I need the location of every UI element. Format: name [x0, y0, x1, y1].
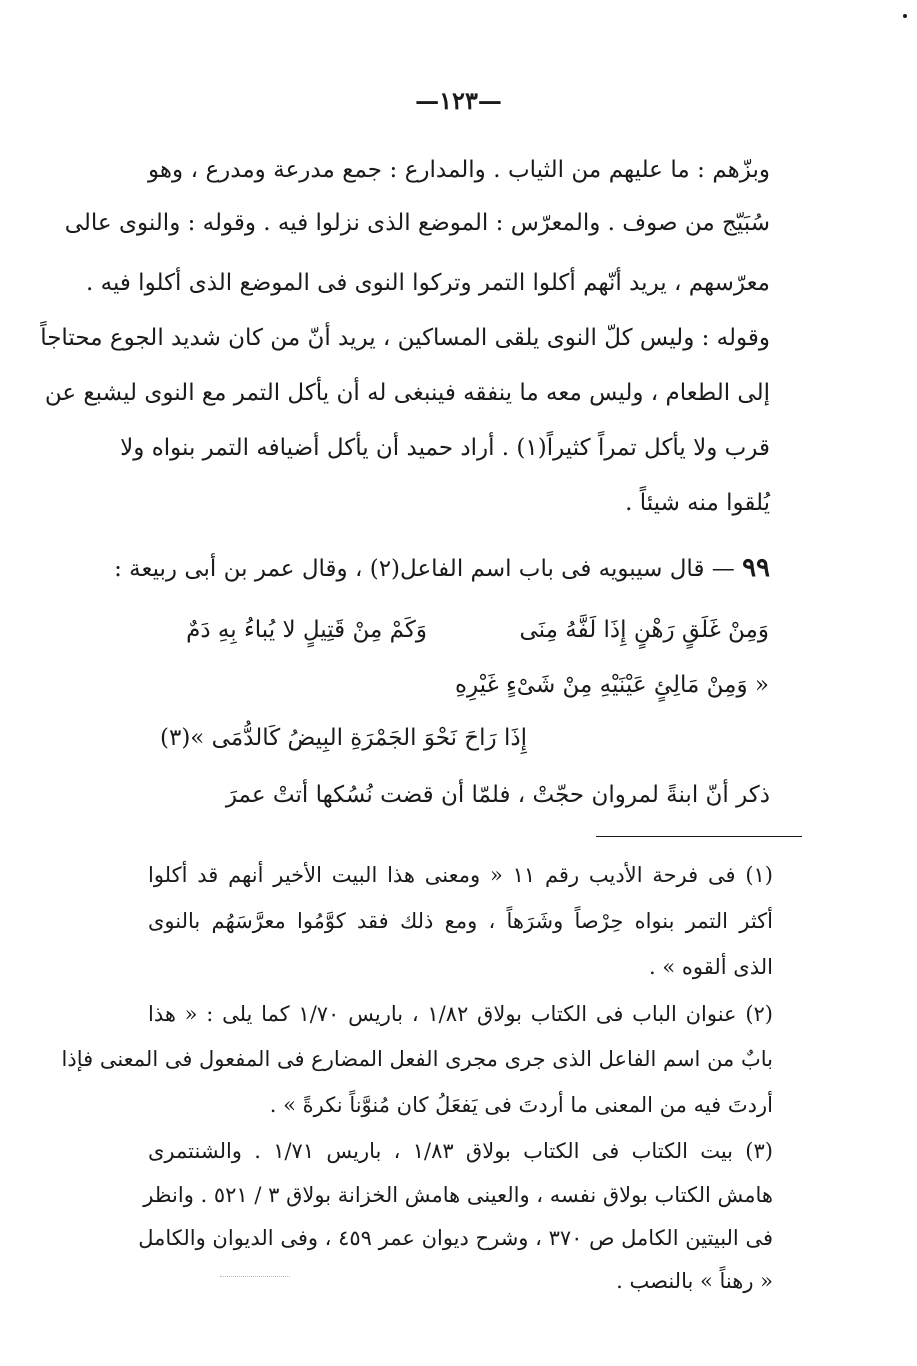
text-line: يُلقوا منه شيئاً . [625, 490, 770, 516]
verse-hemistich: وَمِنْ غَلَقٍ رَهْنٍ إِذَا لَفَّهُ مِنَى [519, 617, 769, 643]
footnote-line: الذى ألقوه » . [649, 955, 773, 979]
text-line: وقوله : وليس كلّ النوى يلقى المساكين ، يريد أنّ من كان شديد الجوع محتاجاً [40, 325, 770, 351]
entry-number: ٩٩ [742, 553, 770, 583]
footnote-line: فى البيتين الكامل ص ٣٧٠ ، وشرح ديوان عمر ٤٥٩ ، وفى الديوان والكامل [138, 1226, 773, 1250]
entry-heading [114, 548, 770, 588]
text-line: وبزّهم : ما عليهم من الثياب . والمدارع : جمع مدرعة ومدرع ، وهو [148, 157, 770, 183]
footnote-line: أردتَ فيه من المعنى ما أردتَ فى يَفعَلُ كان مُنوَّناً نكرةً » . [269, 1093, 773, 1117]
scan-smudge [220, 1276, 290, 1283]
scan-mark [903, 14, 907, 18]
entry-dash: — [711, 556, 735, 582]
text-line: إلى الطعام ، وليس معه ما ينفقه فينبغى له أن يأكل التمر مع النوى ليشبع عن [44, 380, 770, 406]
verse-hemistich: « وَمِنْ مَالِئٍ عَيْنَيْهِ مِنْ شَىْءٍ غَيْرِهِ [454, 672, 769, 698]
footnote-line: (١) فى فرحة الأديب رقم ١١ « ومعنى هذا البيت الأخير أنهم قد أكلوا [148, 863, 773, 887]
verse-hemistich: وَكَمْ مِنْ قَتِيلٍ لا يُباءُ بِهِ دَمٌ [186, 617, 427, 643]
text-line: معرّسهم ، يريد أنّهم أكلوا التمر وتركوا النوى فى الموضع الذى أكلوا فيه . [85, 270, 770, 296]
footnote-line: بابٌ من اسم الفاعل الذى جرى مجرى الفعل المضارع فى المفعول فى المعنى فإذا [61, 1047, 773, 1071]
footnote-line: « رهناً » بالنصب . [616, 1269, 773, 1293]
entry-text: قال سيبويه فى باب اسم الفاعل(٢) ، وقال عمر بن أبى ربيعة : [114, 556, 705, 582]
footnote-line: أكثر التمر بنواه حِرْصاً وشَرَهاً ، ومع ذلك فقد كوَّمُوا معرَّسَهُم بالنوى [148, 909, 773, 933]
page-number: —١٢٣— [415, 86, 502, 115]
text-line: ذكر أنّ ابنةً لمروان حجّتْ ، فلمّا أن قضت نُسُكها أتتْ عمرَ [225, 782, 770, 808]
text-line: قرب ولا يأكل تمراً كثيراً(١) . أراد حميد أن يأكل أضيافه التمر بنواه ولا [120, 435, 770, 461]
footnote-line: (٢) عنوان الباب فى الكتاب بولاق ١/٨٢ ، باريس ١/٧٠ كما يلى : « هذا [148, 1002, 773, 1026]
footnote-divider [596, 836, 802, 837]
text-line: سُبَيّج من صوف . والمعرّس : الموضع الذى نزلوا فيه . وقوله : والنوى عالى [64, 210, 770, 236]
verse-hemistich: إِذَا رَاحَ نَحْوَ الجَمْرَةِ البِيضُ كَالدُّمَى »(٣) [159, 725, 527, 751]
footnote-line: (٣) بيت الكتاب فى الكتاب بولاق ١/٨٣ ، باريس ١/٧١ . والشنتمرى [148, 1139, 773, 1163]
footnote-line: هامش الكتاب بولاق نفسه ، والعينى هامش الخزانة بولاق ٣ / ٥٢١ . وانظر [143, 1183, 773, 1207]
